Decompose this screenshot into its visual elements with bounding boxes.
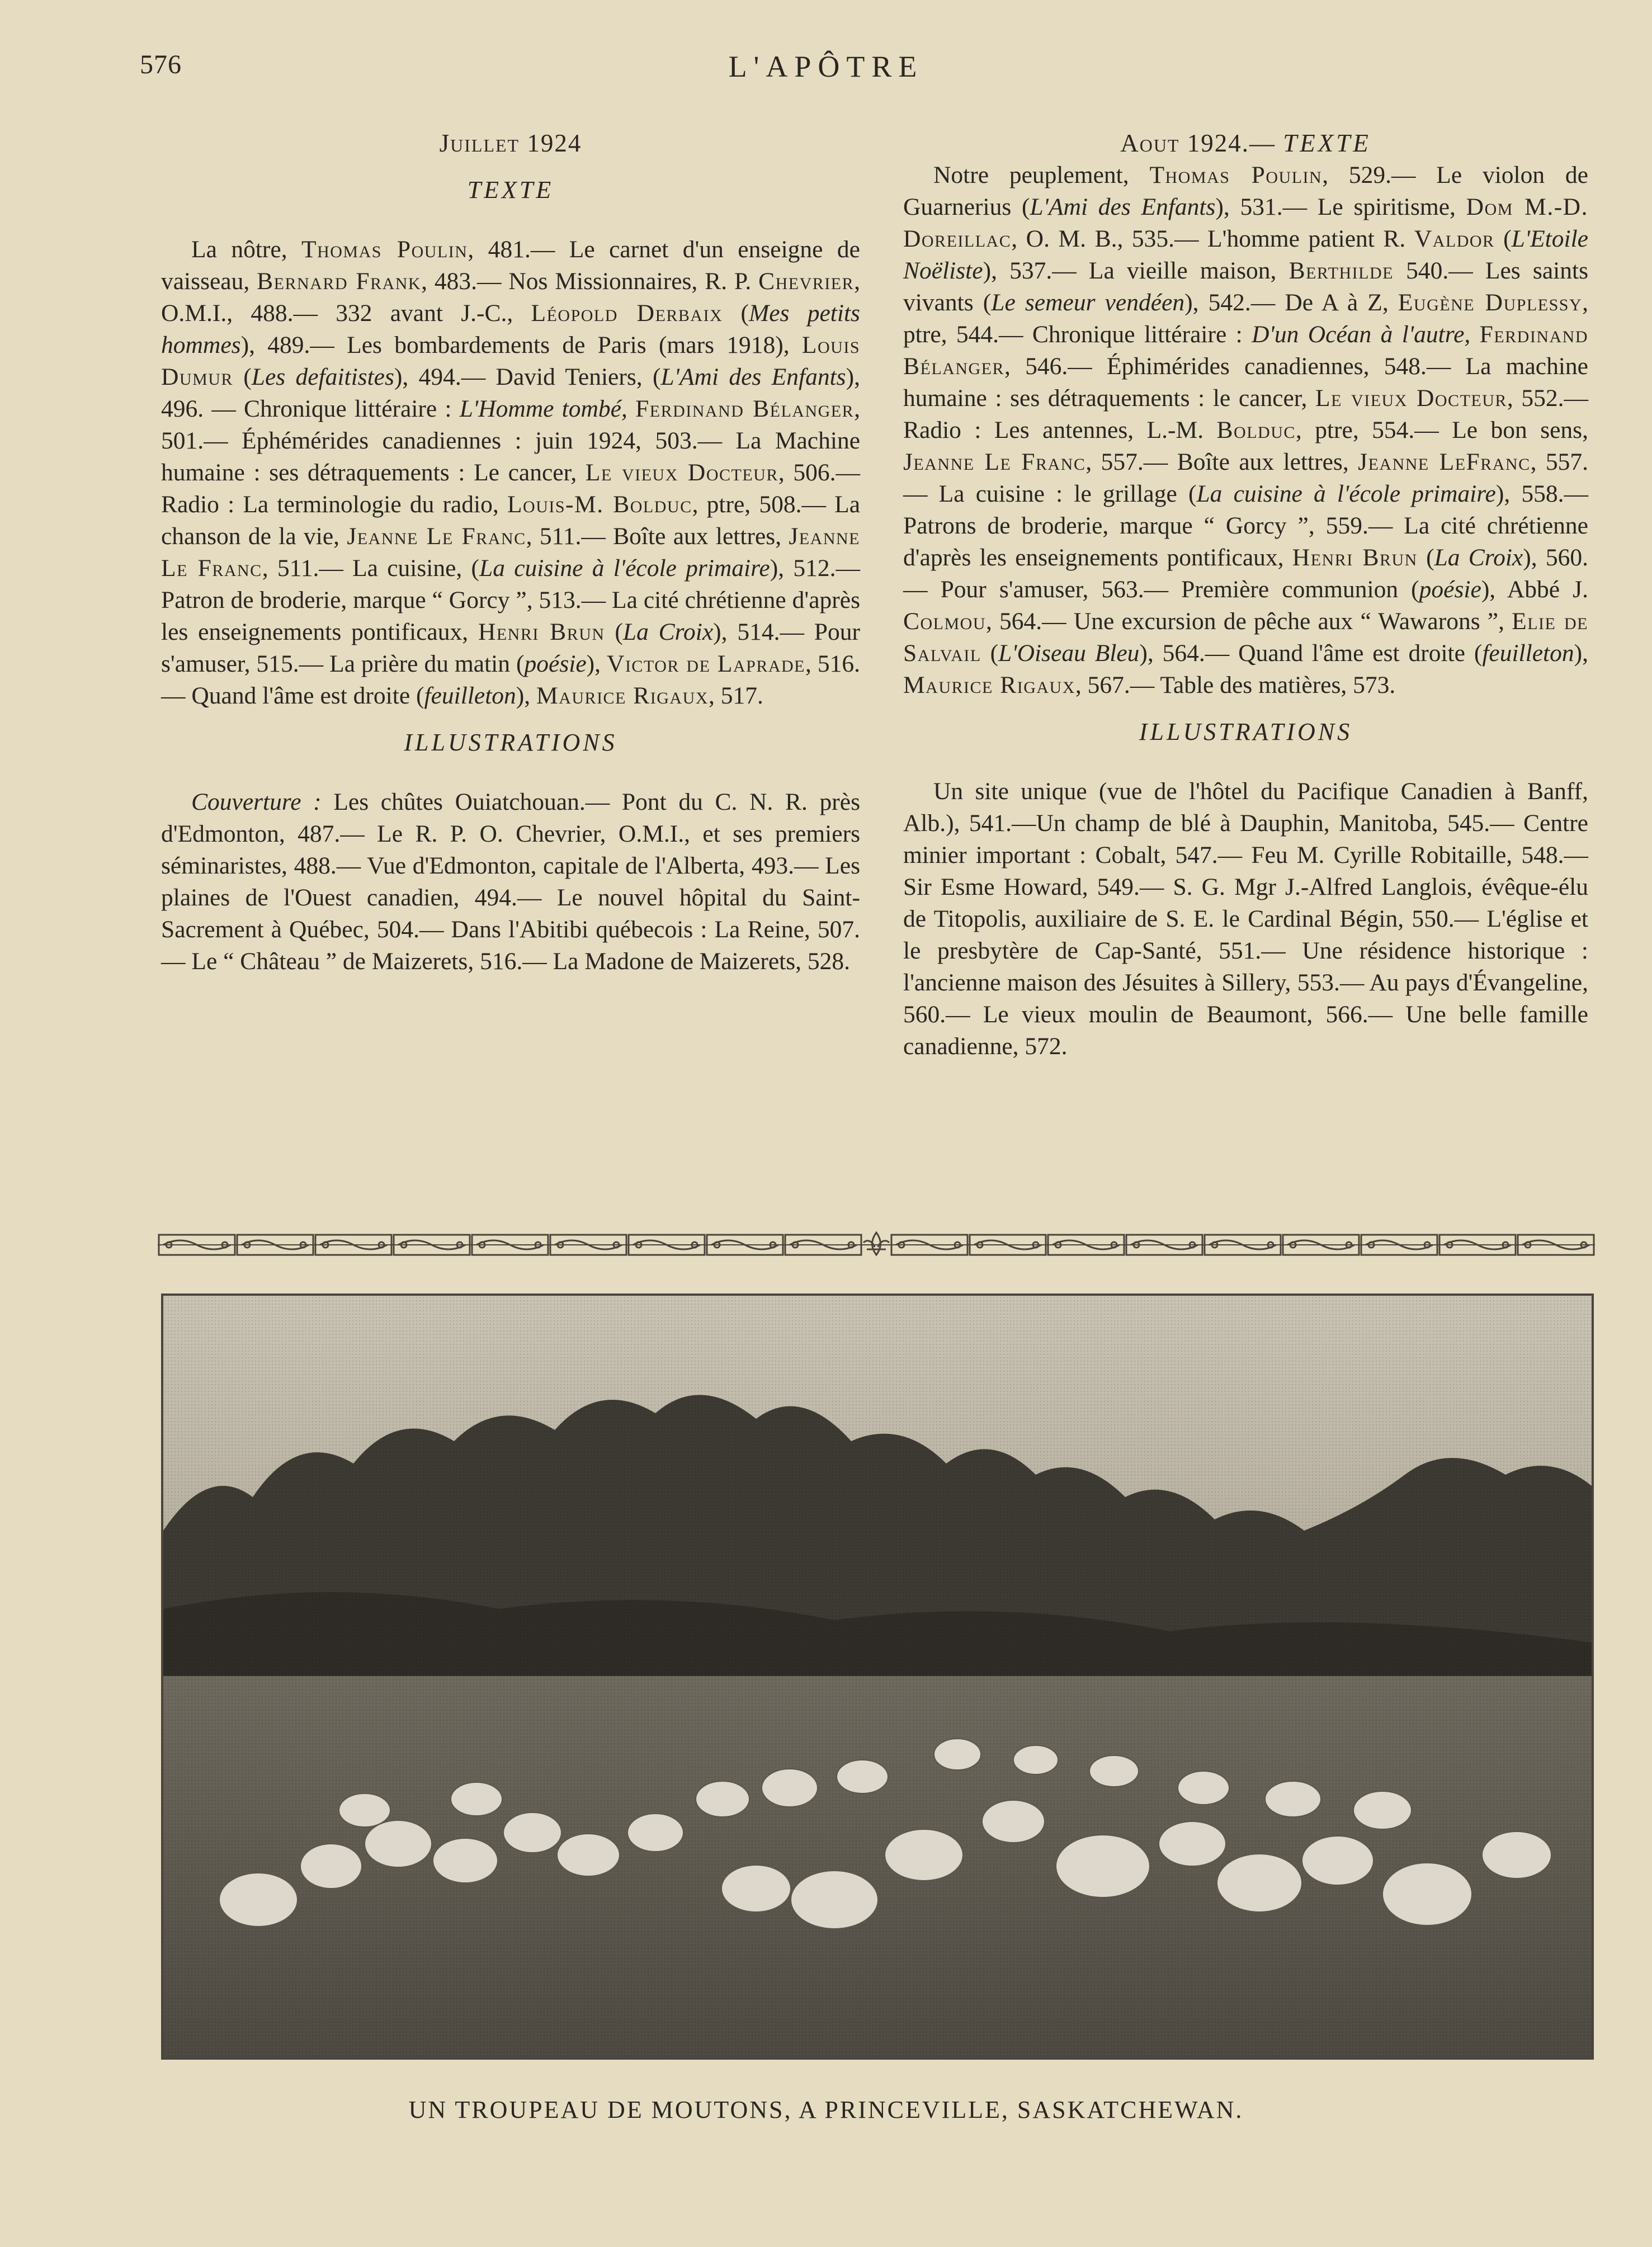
author-name: Ferdinand Bélanger xyxy=(635,395,855,422)
running-title: L'APÔTRE xyxy=(728,50,924,83)
italic-title: poésie xyxy=(524,650,587,677)
sheep-flock-photograph xyxy=(161,1294,1594,2060)
italic-title: L'Etoile Noëliste xyxy=(903,225,1588,284)
right-column xyxy=(903,128,1588,1063)
illustrations-heading-left: ILLUSTRATIONS xyxy=(404,729,617,756)
texte-paragraph-right: Notre peuplement, Thomas Poulin, 529.— Le violon de Guarnerius (L'Ami des Enfants), 531.— Le spiritisme, Dom M.-D. Doreillac, O. M. B., 535.— L'homme patient R. Valdor (L'Etoile Noëliste), 537.— La vieille maison, Berthilde 540.— Les saints vivants (Le semeur vendéen), 542.— De A à Z, Eugène Duplessy, ptre, 544.— Chronique littéraire : D'un Océan à l'autre, Ferdinand Bélanger, 546.— Éphimérides canadiennes, 548.— La machine humaine : ses détraquements : le cancer, Le vieux Docteur, 552.— Radio : Les antennes, L.-M. Bolduc, ptre, 554.— Le bon sens, Jeanne Le Franc, 557.— Boîte aux lettres, Jeanne LeFranc, 557. — La cuisine : le grillage (La cuisine à l'école primaire), 558.— Patrons de broderie, marque “ Gorcy ”, 559.— La cité chrétienne d'après les enseignements pontificaux, Henri Brun (La Croix), 560.— Pour s'amuser, 563.— Première communion (poésie), Abbé J. Colmou, 564.— Une excursion de pêche aux “ Wawarons ”, Elie de Salvail (L'Oiseau Bleu), 564.— Quand l'âme est droite (feuilleton), Maurice Rigaux, 567.— Table des matières, 573. xyxy=(903,162,1589,698)
decorative-ornament-rule xyxy=(158,1230,1595,1259)
author-name: Chevrier xyxy=(758,268,855,295)
author-name: Louis-M. Bolduc xyxy=(507,491,692,518)
month-heading-july: Juillet 1924 xyxy=(439,129,582,157)
author-name: Jeanne Le Franc xyxy=(347,523,526,550)
italic-title: L'Homme tombé, xyxy=(459,395,627,422)
author-name: Maurice Rigaux xyxy=(536,682,709,709)
author-name: Eugène Duplessy xyxy=(1398,289,1583,316)
left-column xyxy=(161,128,860,978)
author-name: Jeanne LeFranc xyxy=(1358,449,1531,475)
author-name: Thomas Poulin xyxy=(1149,162,1323,188)
author-name: Elie de Salvail xyxy=(903,608,1588,667)
texte-heading-right: TEXTE xyxy=(1283,129,1371,157)
illustrations-paragraph-left: Couverture : Les chûtes Ouiatchouan.— Pont du C. N. R. près d'Edmonton, 487.— Le R. P. O. Chevrier, O.M.I., et ses premiers séminaristes, 488.— Vue d'Edmonton, capitale de l'Alberta, 493.— Les plaines de l'Ouest canadien, 494.— Le nouvel hôpital du Saint-Sacrement à Québec, 504.— Dans l'Abitibi québecois : La Reine, 507.— Le “ Château ” de Maizerets, 516.— La Madone de Maizerets, 528. xyxy=(161,789,860,975)
italic-title: La cuisine à l'école primaire xyxy=(479,555,770,582)
italic-title: D'un Océan à l'autre, xyxy=(1252,321,1471,348)
author-name: Colmou xyxy=(903,608,987,635)
author-name: Dom M.-D. Doreillac xyxy=(903,193,1588,252)
author-name: Valdor xyxy=(1414,225,1495,252)
italic-title: La cuisine à l'école primaire xyxy=(1196,480,1496,507)
page-number: 576 xyxy=(140,50,182,79)
author-name: Ferdinand Bélanger xyxy=(903,321,1588,380)
fleur-de-lis-icon xyxy=(863,1233,889,1255)
author-name: Bolduc xyxy=(1216,417,1296,443)
italic-title: feuilleton xyxy=(424,682,516,709)
author-name: Léopold Derbaix xyxy=(531,300,723,327)
author-name: Le vieux Docteur xyxy=(585,459,778,486)
month-label-august: Aout 1924.— xyxy=(1120,129,1276,157)
author-name: Thomas Poulin xyxy=(301,236,468,263)
author-name: Bernard Frank xyxy=(257,268,422,295)
italic-title: Les defaitistes xyxy=(251,364,394,390)
illustrations-paragraph-right: Un site unique (vue de l'hôtel du Pacifique Canadien à Banff, Alb.), 541.—Un champ de blé à Dauphin, Manitoba, 545.— Centre minier important : Cobalt, 547.— Feu M. Cyrille Robitaille, 548.— Sir Esme Howard, 549.— S. G. Mgr J.-Alfred Langlois, évêque-élu de Titopolis, auxiliaire de S. E. le Cardinal Bégin, 550.— L'église et le presbytère de Cap-Santé, 551.— Une résidence historique : l'ancienne maison des Jésuites à Sillery, 553.— Au pays d'Évangeline, 560.— Le vieux moulin de Beaumont, 566.— Une belle famille canadienne, 572. xyxy=(903,778,1588,1060)
texte-paragraph-left: La nôtre, Thomas Poulin, 481.— Le carnet d'un enseigne de vaisseau, Bernard Frank, 483.— Nos Missionnaires, R. P. Chevrier, O.M.I., 488.— 332 avant J.-C., Léopold Derbaix (Mes petits hommes), 489.— Les bombardements de Paris (mars 1918), Louis Dumur (Les defaitistes), 494.— David Teniers, (L'Ami des Enfants), 496. — Chronique littéraire : L'Homme tombé, Ferdinand Bélanger, 501.— Éphémérides canadiennes : juin 1924, 503.— La Machine humaine : ses détraquements : Le cancer, Le vieux Docteur, 506.— Radio : La terminologie du radio, Louis-M. Bolduc, ptre, 508.— La chanson de la vie, Jeanne Le Franc, 511.— Boîte aux lettres, Jeanne Le Franc, 511.— La cuisine, (La cuisine à l'école primaire), 512.— Patron de broderie, marque “ Gorcy ”, 513.— La cité chrétienne d'après les enseignements pontificaux, Henri Brun (La Croix), 514.— Pour s'amuser, 515.— La prière du matin (poésie), Victor de Laprade, 516.— Quand l'âme est droite (feuilleton), Maurice Rigaux, 517. xyxy=(161,236,861,709)
illustrations-heading-right: ILLUSTRATIONS xyxy=(1139,718,1353,745)
italic-title: La Croix xyxy=(622,619,714,645)
author-name: Victor de Laprade xyxy=(607,650,805,677)
italic-title: La Croix xyxy=(1434,544,1523,571)
author-name: Berthilde xyxy=(1288,257,1394,284)
author-name: Henri Brun xyxy=(478,619,605,645)
italic-title: L'Oiseau Bleu xyxy=(998,640,1140,667)
italic-title: L'Ami des Enfants xyxy=(1030,193,1216,220)
italic-title: L'Ami des Enfants xyxy=(660,364,846,390)
month-heading-august xyxy=(903,128,1588,159)
author-name: Henri Brun xyxy=(1292,544,1418,571)
texte-heading-left: TEXTE xyxy=(467,176,554,204)
italic-title: Couverture : xyxy=(191,789,322,815)
photo-caption: UN TROUPEAU DE MOUTONS, A PRINCEVILLE, SASKATCHEWAN. xyxy=(408,2096,1244,2123)
author-name: Maurice Rigaux xyxy=(903,672,1075,698)
author-name: Louis Dumur xyxy=(161,332,860,390)
italic-title: feuilleton xyxy=(1482,640,1574,667)
italic-title: poésie xyxy=(1419,576,1481,603)
author-name: Le vieux Docteur xyxy=(1315,385,1507,412)
italic-title: Mes petits hommes xyxy=(161,300,860,358)
italic-title: Le semeur vendéen xyxy=(991,289,1185,316)
author-name: Jeanne Le Franc xyxy=(903,449,1086,475)
author-name: Jeanne Le Franc xyxy=(161,523,860,582)
